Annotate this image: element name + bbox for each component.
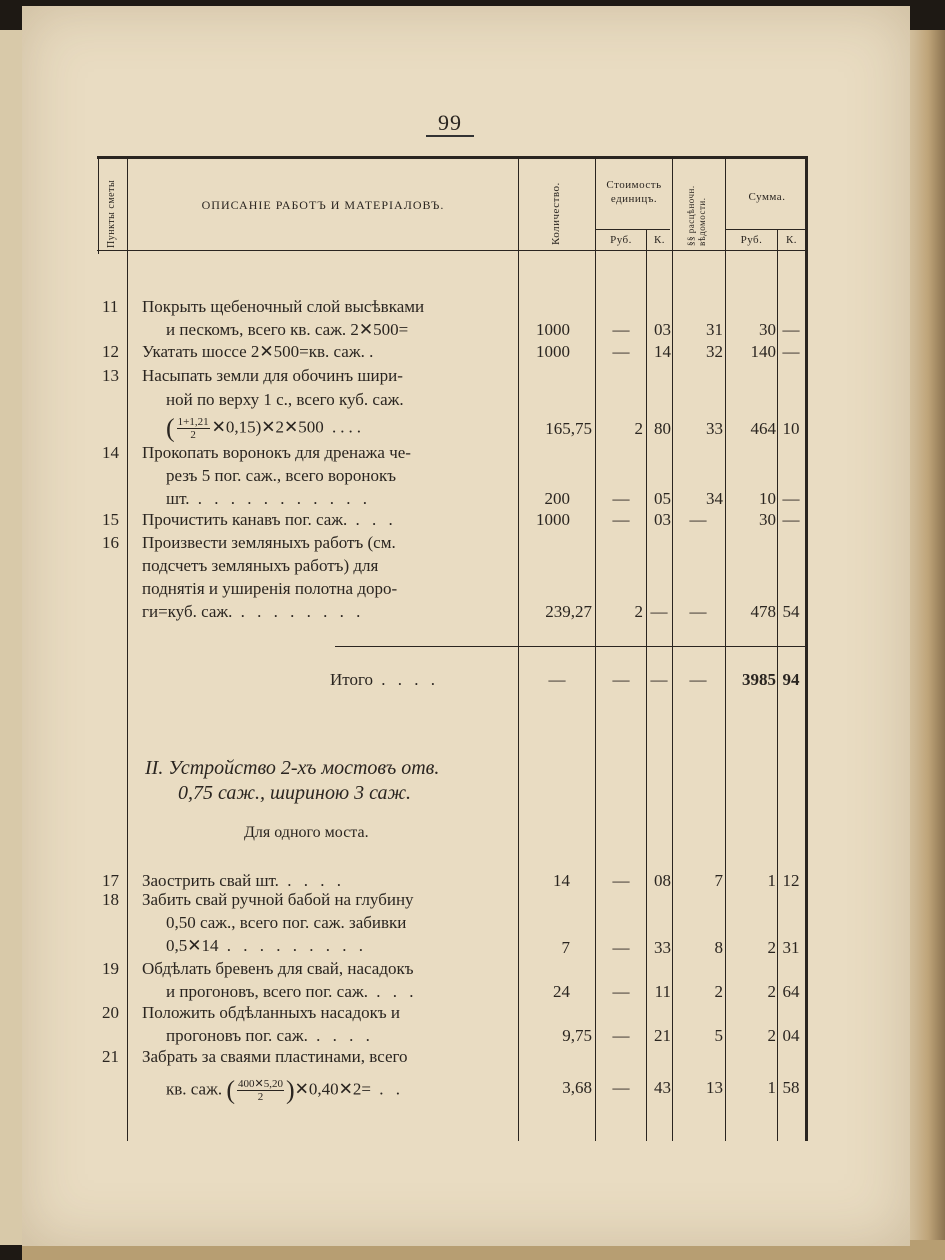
row-12-ref: 32 (706, 342, 723, 361)
header-ref: §§ расцѣночн. вѣдомости. (686, 185, 707, 246)
section-title-line-1: II. Устройство 2-хъ мостовъ отв. (145, 757, 440, 779)
row-17-qty: 14 (553, 871, 570, 890)
row-12-sum-kop: — (782, 342, 800, 361)
row-17-line-1: Заострить свай шт. . . . . (142, 871, 345, 890)
unit-cost-subrule (596, 229, 670, 230)
row-16-line-2: подсчетъ земляныхъ работъ) для (142, 556, 379, 575)
row-21-qty: 3,68 (562, 1078, 592, 1097)
row-21-ref: 13 (706, 1078, 723, 1097)
row-15-sum-rub: 30 (759, 510, 776, 529)
row-13-unit-kop: 80 (654, 419, 671, 438)
row-21-line-2-text: кв. саж. (166, 1079, 223, 1099)
row-16-unit-rub: 2 (634, 602, 643, 621)
total-sum-rub: 3985 (742, 670, 776, 689)
total-label-text: Итого (330, 670, 374, 689)
section-subtitle: Для одного моста. (244, 824, 369, 841)
row-17-ref: 7 (714, 871, 723, 890)
row-17-number: 17 (102, 871, 119, 890)
row-16-sum-rub: 478 (750, 602, 776, 621)
col-line-qty (595, 156, 596, 1141)
row-11-ref: 31 (706, 320, 723, 339)
row-20-unit-rub: — (612, 1026, 630, 1045)
row-20-line-1: Положить обдѣланныхъ насадокъ и (142, 1003, 401, 1022)
header-description: ОПИСАНІЕ РАБОТЪ И МАТЕРІАЛОВЪ. (201, 198, 445, 212)
row-16-line-3: поднятія и уширенія полотна доро- (142, 579, 398, 598)
row-11-unit-rub: — (612, 320, 630, 339)
page-number-rule (426, 135, 474, 137)
header-sum: Сумма. (748, 191, 786, 203)
row-18-sum-rub: 2 (767, 938, 776, 957)
row-18-ref: 8 (714, 938, 723, 957)
row-19-sum-rub: 2 (767, 982, 776, 1001)
row-15-number: 15 (102, 510, 119, 529)
row-15-unit-kop: 03 (654, 510, 671, 529)
row-20-line-2: прогоновъ пог. саж. . . . . (166, 1026, 374, 1045)
col-line-desc (518, 156, 519, 1141)
row-20-ref: 5 (714, 1026, 723, 1045)
total-qty: — (548, 670, 566, 689)
total-sum-kop: 94 (782, 670, 800, 689)
header-sum-kop: К. (785, 234, 798, 246)
header-item: Пункты сметы (106, 179, 117, 248)
row-21-line-1: Забрать за сваями пластинами, всего (142, 1047, 408, 1066)
row-13-formula: ( $\frac{1+1,21}{2}$ ✕0,15)✕2✕500 .... (166, 413, 366, 443)
row-21-unit-kop: 43 (654, 1078, 671, 1097)
row-11-line-1: Покрыть щебеночный слой высѣвками (142, 297, 425, 316)
row-16-sum-kop: 54 (782, 602, 800, 621)
row-11-sum-rub: 30 (759, 320, 776, 339)
page-number: 99 (438, 110, 462, 135)
header-bottom-rule (97, 250, 808, 251)
row-14-unit-kop: 05 (654, 489, 671, 508)
row-13-ref: 33 (706, 419, 723, 438)
row-14-line-2: резъ 5 пог. саж., всего воронокъ (166, 466, 396, 485)
total-unit-rub: — (612, 670, 630, 689)
row-20-sum-rub: 2 (767, 1026, 776, 1045)
row-13-line-2: ной по верху 1 с., всего куб. саж. (166, 390, 404, 409)
row-11-unit-kop: 03 (654, 320, 671, 339)
row-14-line-3-text: шт. (166, 489, 190, 508)
row-19-line-2: и прогоновъ, всего пог. саж. . . . (166, 982, 418, 1001)
row-18-sum-kop: 31 (782, 938, 800, 957)
row-16-line-4-text: ги=куб. саж. (142, 602, 233, 621)
row-18-unit-kop: 33 (654, 938, 671, 957)
row-11-number: 11 (102, 297, 119, 316)
row-21-sum-rub: 1 (767, 1078, 776, 1097)
header-unit-kop: К. (653, 234, 666, 246)
row-19-line-2-text: и прогоновъ, всего пог. саж. (166, 982, 368, 1001)
row-17-sum-kop: 12 (782, 871, 800, 890)
row-13-frac-den: 2 (190, 429, 196, 441)
row-14-line-1: Прокопать воронокъ для дренажа че- (142, 443, 411, 462)
row-13-line-1: Насыпать земли для обочинъ шири- (142, 366, 403, 385)
row-17-unit-kop: 08 (654, 871, 671, 890)
row-21-formula: кв. саж. ( $\frac{400✕5,20}{2}$ )✕0,40✕2= . . (166, 1075, 404, 1105)
row-19-ref: 2 (714, 982, 723, 1001)
row-20-line-2-text: прогоновъ пог. саж. (166, 1026, 308, 1045)
sum-subrule (726, 229, 808, 230)
header-unit-cost: Стоимость единицъ. (606, 179, 662, 205)
row-18-qty: 7 (561, 938, 570, 957)
col-line-item (127, 156, 128, 1141)
section-title-line-2: 0,75 саж., шириною 3 саж. (178, 782, 412, 804)
row-15-line-1: Прочистить канавъ пог. саж. . . . (142, 510, 397, 529)
total-label: Итого . . . . (330, 670, 440, 689)
row-14-sum-rub: 10 (759, 489, 776, 508)
row-14-number: 14 (102, 443, 119, 462)
row-17-sum-rub: 1 (767, 871, 776, 890)
row-11-sum-kop: — (782, 320, 800, 339)
row-20-number: 20 (102, 1003, 119, 1022)
row-17-line-1-text: Заострить свай шт. (142, 871, 279, 890)
row-19-sum-kop: 64 (782, 982, 800, 1001)
row-15-qty: 1000 (536, 510, 570, 529)
row-14-line-3: шт. . . . . . . . . . . . (166, 489, 371, 508)
row-16-number: 16 (102, 533, 119, 552)
header-quantity: Количество. (550, 182, 562, 245)
row-21-unit-rub: — (612, 1078, 630, 1097)
total-ref: — (689, 670, 707, 689)
row-14-sum-kop: — (782, 489, 800, 508)
row-21-number: 21 (102, 1047, 119, 1066)
col-line-right (805, 156, 808, 1141)
row-13-number: 13 (102, 366, 119, 385)
row-13-unit-rub: 2 (634, 419, 643, 438)
total-rule (335, 646, 808, 647)
row-12-line-1: Укатать шоссе 2✕500=кв. саж. . (142, 342, 374, 361)
row-12-unit-rub: — (612, 342, 630, 361)
row-13-sum-kop: 10 (782, 419, 800, 438)
row-13-sum-rub: 464 (750, 419, 776, 438)
row-19-qty: 24 (553, 982, 570, 1001)
col-line-left (98, 156, 99, 254)
row-16-unit-kop: — (650, 602, 668, 621)
row-19-unit-kop: 11 (654, 982, 671, 1001)
row-18-line-3: 0,5✕14 . . . . . . . . . (166, 936, 367, 955)
row-20-sum-kop: 04 (782, 1026, 800, 1045)
row-21-sum-kop: 58 (782, 1078, 800, 1097)
row-16-line-1: Произвести земляныхъ работъ (см. (142, 533, 396, 552)
row-15-unit-rub: — (612, 510, 630, 529)
row-18-line-1: Забить свай ручной бабой на глубину (142, 890, 414, 909)
row-11-line-2: и пескомъ, всего кв. саж. 2✕500= (166, 320, 409, 339)
row-13-formula-rest: ✕0,15)✕2✕500 (211, 417, 324, 437)
total-unit-kop: — (650, 670, 668, 689)
row-18-number: 18 (102, 890, 119, 909)
row-16-line-4: ги=куб. саж. . . . . . . . . (142, 602, 365, 621)
row-19-unit-rub: — (612, 982, 630, 1001)
row-15-ref: — (689, 510, 707, 529)
row-16-ref: — (689, 602, 707, 621)
row-15-line-1-text: Прочистить канавъ пог. саж. (142, 510, 348, 529)
row-17-unit-rub: — (612, 871, 630, 890)
row-18-unit-rub: — (612, 938, 630, 957)
row-12-qty: 1000 (536, 342, 570, 361)
header-sum-rub: Руб. (740, 234, 763, 246)
row-12-number: 12 (102, 342, 119, 361)
row-15-sum-kop: — (782, 510, 800, 529)
row-19-line-1: Обдѣлать бревенъ для свай, насадокъ (142, 959, 414, 978)
row-18-line-2: 0,50 саж., всего пог. саж. забивки (166, 913, 407, 932)
row-20-unit-kop: 21 (654, 1026, 671, 1045)
row-12-sum-rub: 140 (750, 342, 776, 361)
row-13-qty: 165,75 (545, 419, 592, 438)
row-20-qty: 9,75 (562, 1026, 592, 1045)
row-21-frac-num: 400✕5,20 (238, 1078, 283, 1090)
row-14-unit-rub: — (612, 489, 630, 508)
row-12-unit-kop: 14 (654, 342, 671, 361)
row-14-qty: 200 (544, 489, 570, 508)
row-13-frac-num: 1+1,21 (177, 416, 209, 428)
row-21-formula-rest: ✕0,40✕2= (294, 1079, 371, 1099)
row-21-frac-den: 2 (257, 1091, 264, 1103)
row-14-ref: 34 (706, 489, 723, 508)
row-18-line-3-text: 0,5✕14 (166, 936, 219, 955)
row-16-qty: 239,27 (545, 602, 592, 621)
header-unit-rub: Руб. (610, 234, 632, 246)
row-19-number: 19 (102, 959, 119, 978)
row-11-qty: 1000 (536, 320, 570, 339)
